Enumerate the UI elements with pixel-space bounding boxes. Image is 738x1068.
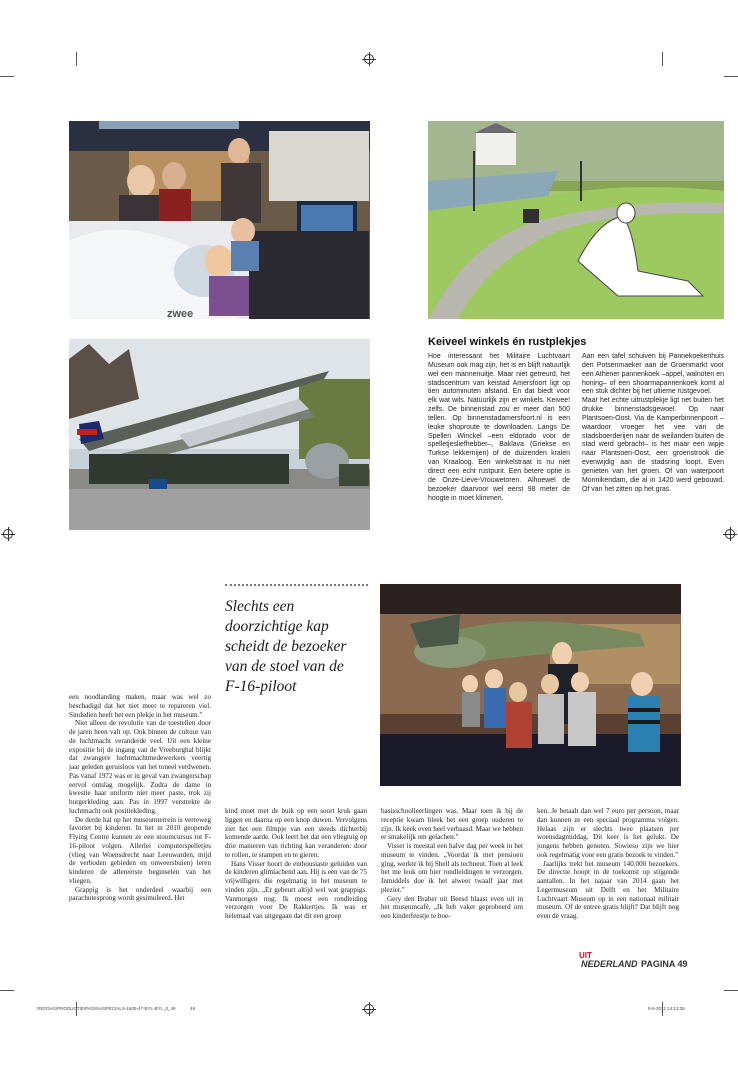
paragraph: een noodlanding maken, maar was wel zo beschadigd dat het niet meer te repareren viel. Sindsdien heeft het een plekje in het museum.": [69, 693, 211, 719]
crop-mark: [724, 76, 738, 77]
paragraph: basisschoolleerlingen was. Maar toen ik bij de receptie kwam bleek het een groep ouderen te zijn. Ik keek even heel verbaasd. Maar we hebben er smakelijk om gelachen.": [381, 807, 523, 842]
paragraph: ken. Je betaalt dan wel 7 euro per persoon, maar dan kunnen ze een speciaal programma volgen. Helaas zijn er slechts twee plaatsen per woensdagmiddag. Dit keer is het gelukt. De jongens hebben genoten. Sowieso zijn we hier ook regelmatig voor een gratis bezoek te vinden.": [537, 807, 679, 859]
pull-quote-line: F-16-piloot: [225, 678, 297, 695]
pull-quote-line: scheidt de bezoeker: [225, 638, 347, 655]
photo-missiles: [69, 339, 370, 530]
article-column-keiveel-2: [582, 353, 724, 495]
page-number: PAGINA 49: [641, 959, 688, 969]
paragraph: Aan een tafel schuiven bij Pannekoekenhuis den Potsenmaeker aan de Groenmarkt voor een Athener pannenkoek –appel, walnoten en honing– of een shoarmapannenkoek komt al een stuk dichter bij het ultieme rustgevoel.: [582, 353, 724, 396]
registration-mark-icon: [3, 529, 13, 539]
paragraph: Hoe interessant het Militaire Luchtvaart Museum ook mag zijn, het is en blijft natuurlijk wel een mannenuitje. Maar niet getreurd, het stadscentrum van keistad Amersfoort ligt op tien autominuten afstand. En dat biedt voor elk wat wils. Natuurlijk zijn er winkels. Keivee! zelfs. De binnenstad zou er meer dan 500 tellen. Op binnenstadamersfoort.nl is een leuke shoproute te downloaden. Langs De Spellen Winckel –een eldorado voor de spelletjesliefhebber–, Baklava (Griekse en Turkse lekkernijen) of de duizenden kralen van Kraaloog. Een winkelstraat is nu niet direct een echt rustpunt. Een betere optie is de Onze-Lieve-Vrouwetoren. Alhoewel de bezoeker daarvoor wel eerst 98 meter de hoogte in moet klimmen.: [428, 353, 570, 502]
pull-quote-line: doorzichtige kap: [225, 618, 329, 635]
article-column-1: [69, 693, 211, 903]
pull-quote-line: van de stoel van de: [225, 658, 344, 675]
paragraph: Gery den Braber uit Beesd blaast even uit in het museumcafé. „Ik heb vaker geprobeerd om een kinderfeestje te boe-: [381, 894, 523, 920]
registration-mark-icon: [364, 54, 374, 64]
paragraph: Niet alleen de revolutie van de toestellen door de jaren heen valt op. Ook binnen de cultuur van de luchtmacht veranderde veel. Uit een kleine expositie bij de ingang van de Vreeburghal blijkt dat zwangere luchtmachtmedewerkers veertig jaar geleden geruisloos van het toneel verdwenen. Pas vanaf 1972 was er in geval van zwangerschap eervol ontslag mogelijk. Zodra de dame in kwestie haar uniform niet meer paste, trok zij burgerkleding aan. Pas in 1997 verstrekte de luchtmacht ook positiekleding.: [69, 719, 211, 815]
photo-flight-simulator: [69, 121, 370, 319]
registration-mark-icon: [725, 529, 735, 539]
paragraph: Grappig is het onderdeel waarbij een parachutesprong wordt gesimuleerd. Het: [69, 885, 211, 903]
article-column-3: [381, 807, 523, 921]
photo-museum-tour-kids: [380, 584, 681, 786]
crop-mark: [76, 52, 77, 66]
logo-uit: UIT: [579, 951, 592, 960]
crop-mark: [0, 76, 14, 77]
paragraph: Maar het echte uitrustplekje ligt net buiten het drukke binnenstadsgewoel. Op naar Plantsoen-Oost. Via de Kamperbinnenpoort –waardoor vroeger het vee van de stadsboerderijen naar de weilanden buiten de stad werd gebracht– is het maar een wipje naar Plantsoen-Oost, een groenstrook die evenwijdig aan de stadsring loopt. Even genieten van het groen. Of van waterpoort Monnikendam, die al in 1420 werd gebouwd. Of van het zitten op het gras.: [582, 397, 724, 493]
slug-page: 49: [190, 1006, 196, 1011]
paragraph: Visser is meestal een halve dag per week in het museum te vinden. „Voordat ik met pensioen ging, werkte ik bij Shell als techneut. Toen al leek het me leuk om hier rondleidingen te verzorgen. Inmiddels doe ik het alweer twaalf jaar met plezier.": [381, 842, 523, 894]
crop-mark: [724, 990, 738, 991]
slug-timestamp: 9-5-2012 14:13:35: [648, 1006, 685, 1011]
pull-quote-rule: [225, 584, 368, 588]
pull-quote-line: Slechts een: [225, 598, 295, 615]
article-column-4: [537, 807, 679, 921]
simulator-sign-text: zwee: [167, 308, 194, 319]
logo-nederland: NEDERLAND: [581, 959, 638, 969]
paragraph: De derde hal op het museumterrein is verreweg favoriet bij kinderen. In het in 2010 geopende Flying Centre kunnen ze een stoomcursus tot F-16-piloot volgen. Allerlei computerspelletjes (vlieg van Woensdrecht naar Leeuwarden, mijd de verboden gebieden en onweersbuien) leren kinderen de allereerste beginselen van het vliegen.: [69, 815, 211, 885]
slug-left: :REFDAG/PRODUCTIE/PAGINA/SPECIALS-1605-47-BYL-BYL_0_49: [36, 1006, 176, 1011]
article-column-2: [225, 807, 367, 921]
article-column-keiveel-1: [428, 353, 570, 503]
crop-mark: [0, 990, 14, 991]
paragraph: Hans Visser hoort de enthousiaste geluiden van de kinderen glimlachend aan. Hij is een van de 75 vrijwilligers die regelmatig in het museum te vinden zijn. „Er gebeurt altijd wel wat grappigs. Vanmorgen nog. Ik moest een rondleiding verzorgen voor De Rakkertjes. Ik was er helemaal van uitgegaan dat dit een groep: [225, 859, 367, 920]
paragraph: kind moet met de buik op een soort kruk gaan liggen en daarna op een knop duwen. Vervolgens ziet het een filmpje van een steeds dichterbij komende aarde. Ook leert het dat een vliegtuig op drie manieren van richting kan veranderen: door te rollen, te stampen en te gieren.: [225, 807, 367, 859]
photo-park-plantsoen: [428, 121, 724, 319]
registration-mark-icon: [364, 1004, 374, 1014]
crop-mark: [662, 52, 663, 66]
paragraph: Jaarlijks trekt het museum 140.000 bezoekers. De directie hoopt in de toekomst op stijgende aantallen. In het najaar van 2014 gaan het Legermuseum uit Delft en het Militaire Luchtvaart Museum op in een nationaal militair museum. Of de entree gratis blijft? Dat blijft nog even de vraag.: [537, 859, 679, 920]
section-heading: Keiveel winkels én rustplekjes: [428, 336, 587, 348]
pull-quote: [225, 597, 375, 697]
